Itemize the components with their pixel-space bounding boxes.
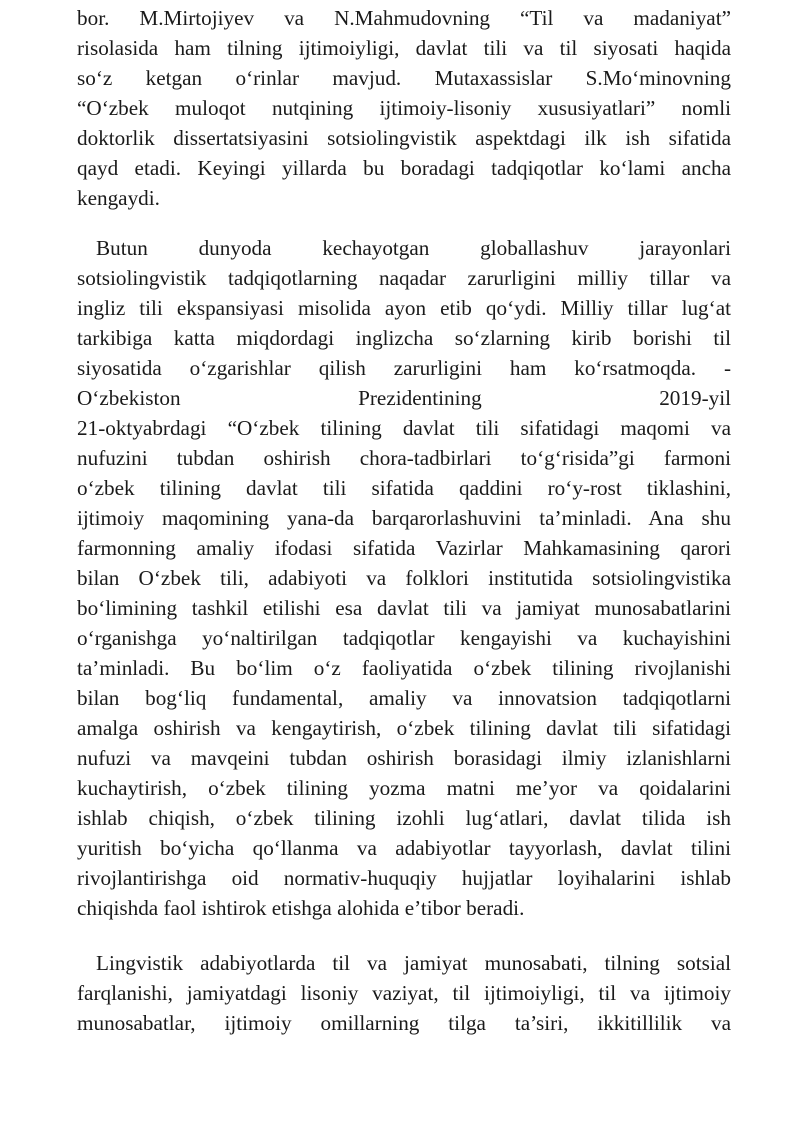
- text-line: 21-oktyabrdagi “O‘zbek tilining davlat tili sifatidagi maqomi va: [77, 416, 731, 440]
- text-line: sotsiolingvistik tadqiqotlarning naqadar zarurligini milliy tillar va: [77, 266, 731, 290]
- text-line: farmonning amaliy ifodasi sifatida Vazirlar Mahkamasining qarori: [77, 536, 731, 560]
- paragraph-3: [77, 948, 731, 1038]
- text-line: ta’minladi. Bu bo‘lim o‘z faoliyatida o‘zbek tilining rivojlanishi: [77, 656, 731, 680]
- text-line: kuchaytirish, o‘zbek tilining yozma matni me’yor va qoidalarini: [77, 776, 731, 800]
- text-line: kengaydi.: [77, 186, 160, 210]
- text-line: yuritish bo‘yicha qo‘llanma va adabiyotlar tayyorlash, davlat tilini: [77, 836, 731, 860]
- text-line: rivojlantirishga oid normativ-huquqiy hujjatlar loyihalarini ishlab: [77, 866, 731, 890]
- text-line: siyosatida o‘zgarishlar qilish zarurligini ham ko‘rsatmoqda. -: [77, 356, 731, 380]
- text-line: munosabatlar, ijtimoiy omillarning tilga ta’siri, ikkitillilik va: [77, 1011, 731, 1035]
- text-line: doktorlik dissertatsiyasini sotsiolingvistik aspektdagi ilk ish sifatida: [77, 126, 731, 150]
- text-line: amalga oshirish va kengaytirish, o‘zbek tilining davlat tili sifatidagi: [77, 716, 731, 740]
- text-line: chiqishda faol ishtirok etishga alohida e’tibor beradi.: [77, 896, 525, 920]
- text-line: Butun dunyoda kechayotgan globallashuv jarayonlari: [96, 236, 731, 260]
- text-line: ijtimoiy maqomining yana-da barqarorlashuvini ta’minladi. Ana shu: [77, 506, 731, 530]
- text-line: risolasida ham tilning ijtimoiyligi, davlat tili va til siyosati haqida: [77, 36, 731, 60]
- text-line: nufuzini tubdan oshirish chora-tadbirlari to‘g‘risida”gi farmoni: [77, 446, 731, 470]
- text-line: Lingvistik adabiyotlarda til va jamiyat munosabati, tilning sotsial: [96, 951, 731, 975]
- text-line: bor. M.Mirtojiyev va N.Mahmudovning “Til va madaniyat”: [77, 6, 731, 30]
- text-line: ishlab chiqish, o‘zbek tilining izohli lug‘atlari, davlat tilida ish: [77, 806, 731, 830]
- text-line: bilan O‘zbek tili, adabiyoti va folklori institutida sotsiolingvistika: [77, 566, 731, 590]
- paragraph-2: [77, 233, 731, 923]
- paragraph-1: [77, 3, 731, 213]
- text-line: “O‘zbek muloqot nutqining ijtimoiy-lisoniy xususiyatlari” nomli: [77, 96, 731, 120]
- text-line: tarkibiga katta miqdordagi inglizcha so‘zlarning kirib borishi til: [77, 326, 731, 350]
- text-line: o‘zbek tilining davlat tili sifatida qaddini ro‘y-rost tiklashini,: [77, 476, 731, 500]
- text-line: so‘z ketgan o‘rinlar mavjud. Mutaxassislar S.Mo‘minovning: [77, 66, 731, 90]
- text-line: qayd etadi. Keyingi yillarda bu boradagi tadqiqotlar ko‘lami ancha: [77, 156, 731, 180]
- text-line: farqlanishi, jamiyatdagi lisoniy vaziyat, til ijtimoiyligi, til va ijtimoiy: [77, 981, 731, 1005]
- text-line: o‘rganishga yo‘naltirilgan tadqiqotlar kengayishi va kuchayishini: [77, 626, 731, 650]
- text-line: bilan bog‘liq fundamental, amaliy va innovatsion tadqiqotlarni: [77, 686, 731, 710]
- text-line: O‘zbekiston Prezidentining 2019-yil: [77, 386, 731, 410]
- text-line: ingliz tili ekspansiyasi misolida ayon etib qo‘ydi. Milliy tillar lug‘at: [77, 296, 731, 320]
- text-line: bo‘limining tashkil etilishi esa davlat tili va jamiyat munosabatlarini: [77, 596, 731, 620]
- text-line: nufuzi va mavqeini tubdan oshirish borasidagi ilmiy izlanishlarni: [77, 746, 731, 770]
